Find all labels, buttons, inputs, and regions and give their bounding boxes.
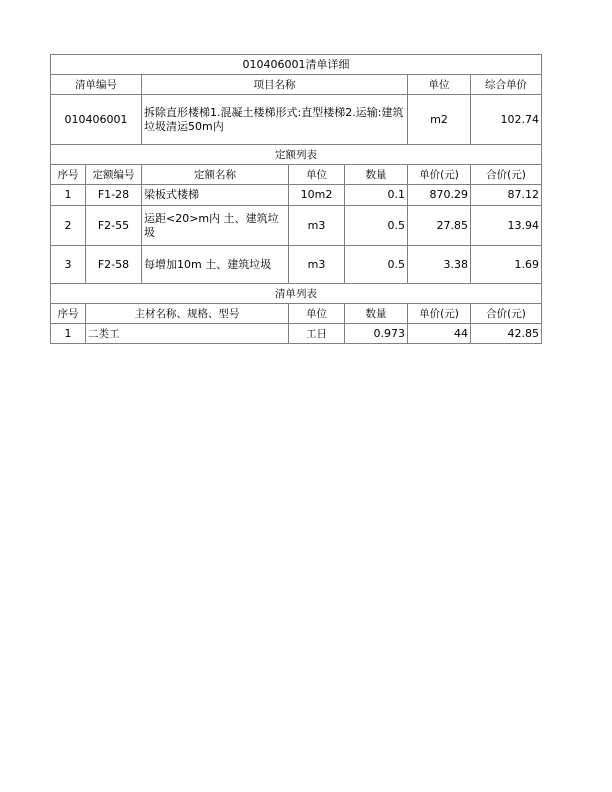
material-name: 二类工 xyxy=(86,324,289,344)
quota-code: F2-55 xyxy=(86,206,142,246)
quota-unit: 10m2 xyxy=(289,185,345,206)
quota-seq: 1 xyxy=(51,185,86,206)
bill-row xyxy=(51,95,542,145)
quota-seq: 2 xyxy=(51,206,86,246)
material-total: 42.85 xyxy=(471,324,542,344)
quota-row xyxy=(51,206,542,246)
quota-section-row xyxy=(51,145,542,165)
quota-price: 27.85 xyxy=(408,206,471,246)
material-unit-header: 单位 xyxy=(289,304,345,324)
quota-header-row xyxy=(51,165,542,185)
quota-unit-header: 单位 xyxy=(289,165,345,185)
quota-unit: m3 xyxy=(289,206,345,246)
bill-header-row xyxy=(51,75,542,95)
quota-qty: 0.5 xyxy=(345,206,408,246)
quota-price: 3.38 xyxy=(408,246,471,284)
bill-price: 102.74 xyxy=(471,95,542,145)
bill-price-header: 综合单价 xyxy=(471,75,542,95)
quota-total: 87.12 xyxy=(471,185,542,206)
material-qty-header: 数量 xyxy=(345,304,408,324)
quota-row xyxy=(51,246,542,284)
bill-detail-table xyxy=(50,54,542,344)
material-seq: 1 xyxy=(51,324,86,344)
quota-code: F1-28 xyxy=(86,185,142,206)
quota-qty: 0.1 xyxy=(345,185,408,206)
material-qty: 0.973 xyxy=(345,324,408,344)
quota-seq: 3 xyxy=(51,246,86,284)
quota-price: 870.29 xyxy=(408,185,471,206)
material-seq-header: 序号 xyxy=(51,304,86,324)
material-name-header: 主材名称、规格、型号 xyxy=(86,304,289,324)
quota-price-header: 单价(元) xyxy=(408,165,471,185)
quota-row xyxy=(51,185,542,206)
quota-name-header: 定额名称 xyxy=(142,165,289,185)
material-row xyxy=(51,324,542,344)
material-total-header: 合价(元) xyxy=(471,304,542,324)
quota-unit: m3 xyxy=(289,246,345,284)
bill-code-header: 清单编号 xyxy=(51,75,142,95)
material-section-row xyxy=(51,284,542,304)
material-price-header: 单价(元) xyxy=(408,304,471,324)
material-unit: 工日 xyxy=(289,324,345,344)
material-header-row xyxy=(51,304,542,324)
bill-unit-header: 单位 xyxy=(408,75,471,95)
bill-name: 拆除直形楼梯1.混凝土楼梯形式:直型楼梯2.运输:建筑垃圾清运50m内 xyxy=(142,95,408,145)
quota-name: 每增加10m 土、建筑垃圾 xyxy=(142,246,289,284)
material-price: 44 xyxy=(408,324,471,344)
quota-qty: 0.5 xyxy=(345,246,408,284)
quota-total: 1.69 xyxy=(471,246,542,284)
quota-section-title: 定额列表 xyxy=(51,145,542,165)
bill-name-header: 项目名称 xyxy=(142,75,408,95)
quota-total: 13.94 xyxy=(471,206,542,246)
quota-seq-header: 序号 xyxy=(51,165,86,185)
quota-code-header: 定额编号 xyxy=(86,165,142,185)
bill-unit: m2 xyxy=(408,95,471,145)
quota-qty-header: 数量 xyxy=(345,165,408,185)
material-section-title: 清单列表 xyxy=(51,284,542,304)
sheet-title: 010406001清单详细 xyxy=(51,55,542,75)
title-row xyxy=(51,55,542,75)
quota-total-header: 合价(元) xyxy=(471,165,542,185)
quota-name: 梁板式楼梯 xyxy=(142,185,289,206)
quota-name: 运距<20>m内 土、建筑垃圾 xyxy=(142,206,289,246)
bill-code: 010406001 xyxy=(51,95,142,145)
quota-code: F2-58 xyxy=(86,246,142,284)
